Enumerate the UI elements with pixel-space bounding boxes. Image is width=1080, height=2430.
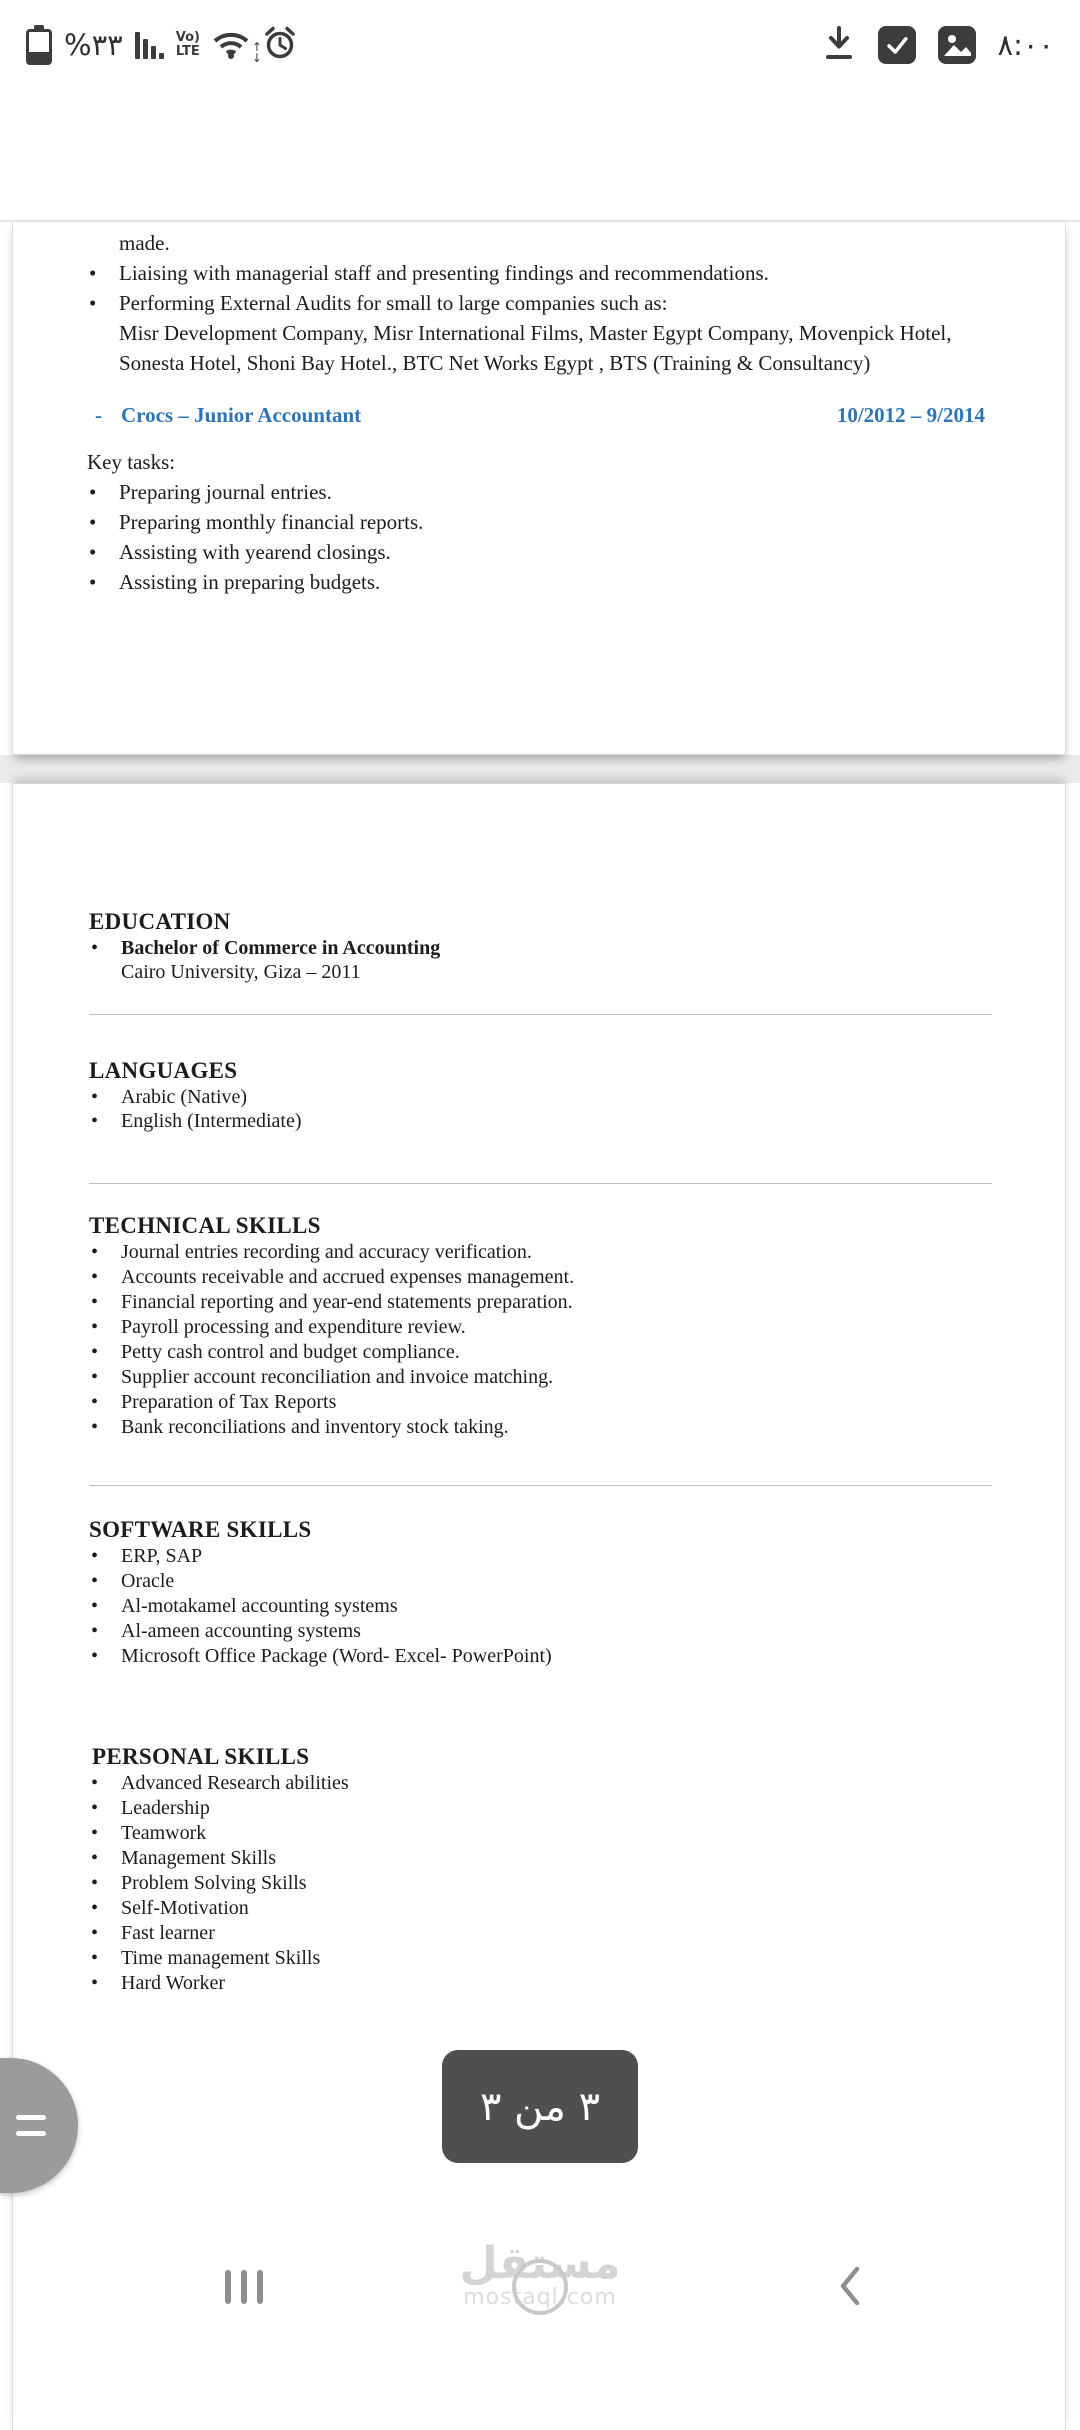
education-degree: Bachelor of Commerce in Accounting <box>121 937 441 959</box>
nav-back-button[interactable] <box>840 2266 860 2311</box>
list-item-text: Petty cash control and budget compliance. <box>121 1341 460 1363</box>
list-item-text: Teamwork <box>121 1822 207 1844</box>
list-item-text: Payroll processing and expenditure review. <box>121 1316 466 1338</box>
list-item <box>89 1796 992 1821</box>
battery-percent-label: %٣٣ <box>64 28 123 62</box>
list-item <box>87 507 985 537</box>
alarm-icon <box>262 25 298 65</box>
languages-list <box>89 1085 992 1133</box>
list-item-text: Arabic (Native) <box>121 1086 248 1108</box>
education-heading: EDUCATION <box>89 909 231 934</box>
education-item <box>89 936 992 984</box>
list-item-text: Oracle <box>121 1570 175 1592</box>
list-item-text: Problem Solving Skills <box>121 1872 307 1894</box>
personal-skills-list <box>89 1771 992 1996</box>
list-item-text: Liaising with managerial staff and presenting findings and recommendations. <box>119 261 769 285</box>
navigation-bar <box>0 2230 1080 2340</box>
data-arrows-icon: ↑ ↓ <box>251 40 262 65</box>
task-list <box>87 477 985 597</box>
job-dash: - <box>95 403 102 427</box>
cell-signal-icon <box>135 31 164 59</box>
key-tasks-label: Key tasks: <box>87 450 176 474</box>
download-icon <box>822 25 856 65</box>
list-item <box>89 1390 992 1415</box>
list-item-text: Al-ameen accounting systems <box>121 1620 361 1642</box>
list-item-text: Journal entries recording and accuracy verification. <box>121 1241 532 1263</box>
list-item-text: Self-Motivation <box>121 1897 249 1919</box>
list-item-text: Leadership <box>121 1797 210 1819</box>
list-item-text: Supplier account reconciliation and invoice matching. <box>121 1366 554 1388</box>
handle-grip-line <box>16 2131 46 2136</box>
companies-block <box>87 318 985 378</box>
battery-body <box>26 29 52 65</box>
list-item-text: Financial reporting and year-end statements preparation. <box>121 1291 573 1313</box>
job-dates: 10/2012 – 9/2014 <box>836 403 985 427</box>
page-2 <box>12 222 1066 755</box>
list-item <box>89 1896 992 1921</box>
volte-icon <box>176 31 200 59</box>
list-item <box>89 1290 992 1315</box>
list-item-text: Hard Worker <box>121 1972 226 1994</box>
list-item-text: Management Skills <box>121 1847 276 1869</box>
list-item-text: Microsoft Office Package (Word- Excel- PowerPoint) <box>121 1645 552 1667</box>
job-title-group <box>87 400 361 430</box>
gallery-icon <box>938 26 976 64</box>
technical-skills-list <box>89 1240 992 1440</box>
personal-skills-heading: PERSONAL SKILLS <box>92 1744 310 1769</box>
software-skills-heading: SOFTWARE SKILLS <box>89 1517 312 1542</box>
list-item <box>89 1340 992 1365</box>
list-item <box>87 567 985 597</box>
list-item-text: Fast learner <box>121 1922 215 1944</box>
list-item-text: Preparing monthly financial reports. <box>119 510 424 534</box>
education-school: Cairo University, Giza – 2011 <box>121 961 361 983</box>
page-2-content <box>13 222 1065 597</box>
volte-top-label: Vo) <box>175 30 200 45</box>
companies-line: Misr Development Company, Misr International Films, Master Egypt Company, Movenpick Hotel, <box>119 321 952 345</box>
watermark-domain: mostaql.com <box>463 2285 617 2310</box>
list-item <box>89 1085 992 1109</box>
list-item <box>89 1365 992 1390</box>
list-item-text: Accounts receivable and accrued expenses management. <box>121 1266 575 1288</box>
education-list <box>89 936 992 984</box>
clock-time: ٨:٠٠ <box>997 28 1054 62</box>
software-skills-list <box>89 1544 992 1669</box>
list-item-text: English (Intermediate) <box>121 1110 302 1132</box>
battery-fill <box>29 52 49 62</box>
list-item <box>89 1921 992 1946</box>
responsibility-list <box>87 258 985 318</box>
list-item-text: Advanced Research abilities <box>121 1772 349 1794</box>
section-divider <box>89 1485 992 1486</box>
pdf-viewer[interactable] <box>0 90 1080 2340</box>
list-item <box>89 1971 992 1996</box>
job-title: Crocs – Junior Accountant <box>121 403 362 427</box>
list-item-text: Bank reconciliations and inventory stock taking. <box>121 1416 509 1438</box>
list-item <box>89 1946 992 1971</box>
nav-home-button[interactable] <box>512 2259 568 2315</box>
list-item <box>89 1821 992 1846</box>
status-bar-left <box>26 25 298 65</box>
paragraph-continuation: made. <box>119 231 170 255</box>
list-item-text: ERP, SAP <box>121 1545 203 1567</box>
list-item <box>89 1594 992 1619</box>
list-item <box>89 1846 992 1871</box>
list-item <box>89 1569 992 1594</box>
list-item <box>89 1644 992 1669</box>
list-item <box>87 258 985 288</box>
list-item <box>89 1871 992 1896</box>
nav-recents-button[interactable] <box>225 2270 263 2304</box>
list-item-text: Preparation of Tax Reports <box>121 1391 337 1413</box>
list-item <box>89 1265 992 1290</box>
page-3-content <box>13 784 1065 1996</box>
list-item-text: Time management Skills <box>121 1947 321 1969</box>
list-item-text: Performing External Audits for small to large companies such as: <box>119 291 668 315</box>
list-item-text: Assisting with yearend closings. <box>119 540 391 564</box>
list-item <box>89 1544 992 1569</box>
companies-line: Sonesta Hotel, Shoni Bay Hotel., BTC Net Works Egypt , BTS (Training & Consultancy) <box>119 351 871 375</box>
job-header-row <box>87 400 985 430</box>
languages-heading: LANGUAGES <box>89 1058 238 1083</box>
battery-icon <box>26 25 52 65</box>
page-number-indicator: ٣ من ٣ <box>442 2050 638 2163</box>
list-item-text: Assisting in preparing budgets. <box>119 570 381 594</box>
list-item <box>89 1315 992 1340</box>
handle-grip-line <box>16 2115 46 2120</box>
list-item <box>89 1771 992 1796</box>
list-item <box>89 1619 992 1644</box>
volte-bottom-label: LTE <box>175 44 200 59</box>
watermark-arabic: مستقل <box>459 2238 621 2289</box>
status-bar <box>0 0 1080 90</box>
section-divider <box>89 1183 992 1184</box>
status-bar-right <box>822 25 1055 65</box>
list-item <box>89 1240 992 1265</box>
checkbox-icon <box>878 26 916 64</box>
list-item <box>87 477 985 507</box>
list-item <box>87 537 985 567</box>
page-gap <box>0 755 1080 783</box>
list-item <box>89 1109 992 1133</box>
technical-skills-heading: TECHNICAL SKILLS <box>89 1213 321 1238</box>
wifi-icon <box>212 30 262 65</box>
list-item-text: Al-motakamel accounting systems <box>121 1595 398 1617</box>
section-divider <box>89 1014 992 1015</box>
list-item <box>89 1415 992 1440</box>
page-3 <box>12 783 1066 2430</box>
list-item <box>87 288 985 318</box>
list-item-text: Preparing journal entries. <box>119 480 332 504</box>
